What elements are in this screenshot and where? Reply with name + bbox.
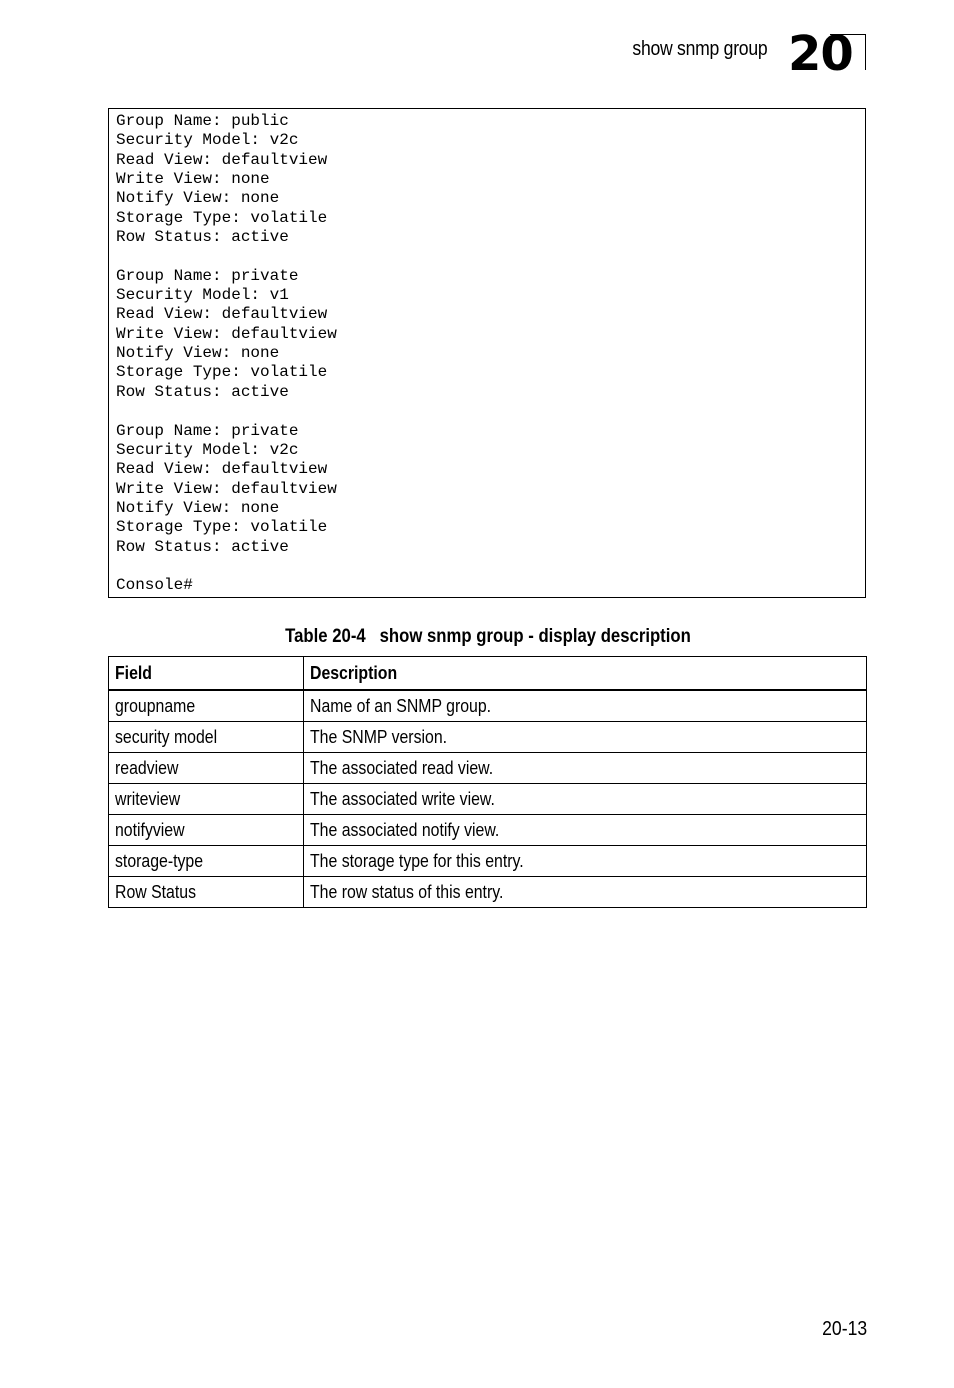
console-line: Notify View: none xyxy=(116,344,280,363)
console-line: Security Model: v1 xyxy=(116,286,289,305)
console-line: Read View: defaultview xyxy=(116,460,328,479)
field-cell: groupname xyxy=(109,690,304,722)
console-line: Row Status: active xyxy=(116,228,289,247)
field-cell: Row Status xyxy=(109,877,304,908)
column-header-description: Description xyxy=(304,657,867,691)
console-line: Group Name: private xyxy=(116,266,299,285)
console-blank-line xyxy=(116,247,337,266)
running-header-title: show snmp group xyxy=(632,38,767,60)
console-blank-line xyxy=(116,402,337,421)
description-cell: The SNMP version. xyxy=(304,722,867,753)
console-line: Read View: defaultview xyxy=(116,150,328,169)
console-line: Storage Type: volatile xyxy=(116,363,328,382)
field-cell: notifyview xyxy=(109,815,304,846)
console-line: Security Model: v2c xyxy=(116,440,299,459)
console-line: Group Name: public xyxy=(116,112,289,130)
display-description-table xyxy=(108,656,867,908)
console-line: Notify View: none xyxy=(116,189,280,208)
table-row xyxy=(109,815,867,846)
column-header-field: Field xyxy=(109,657,304,691)
console-line: Row Status: active xyxy=(116,382,289,401)
table-row xyxy=(109,877,867,908)
console-line: Group Name: private xyxy=(116,421,299,440)
console-blank-line xyxy=(116,557,337,576)
description-cell: The associated write view. xyxy=(304,784,867,815)
description-cell: The row status of this entry. xyxy=(304,877,867,908)
table-row xyxy=(109,690,867,722)
table-row xyxy=(109,846,867,877)
console-line: Security Model: v2c xyxy=(116,131,299,150)
table-caption: Table 20-4 show snmp group - display description xyxy=(285,626,691,647)
console-line: Write View: defaultview xyxy=(116,324,337,343)
table-row xyxy=(109,722,867,753)
field-cell: storage-type xyxy=(109,846,304,877)
console-line: Console# xyxy=(116,576,193,595)
console-line: Write View: defaultview xyxy=(116,479,337,498)
console-output-box xyxy=(108,108,866,598)
table-row xyxy=(109,753,867,784)
field-cell: readview xyxy=(109,753,304,784)
chapter-number: 20 xyxy=(788,26,853,82)
description-cell: The storage type for this entry. xyxy=(304,846,867,877)
description-cell: The associated notify view. xyxy=(304,815,867,846)
field-cell: security model xyxy=(109,722,304,753)
console-line: Storage Type: volatile xyxy=(116,208,328,227)
console-line: Row Status: active xyxy=(116,537,289,556)
console-line: Notify View: none xyxy=(116,498,280,517)
page-number: 20-13 xyxy=(821,1318,867,1340)
chapter-number-rule-side xyxy=(865,34,866,70)
table-body xyxy=(109,690,867,908)
console-line: Write View: none xyxy=(116,170,270,189)
console-line: Read View: defaultview xyxy=(116,305,328,324)
console-output-lines xyxy=(116,112,337,596)
table-header-row xyxy=(109,657,867,691)
description-cell: The associated read view. xyxy=(304,753,867,784)
console-line: Storage Type: volatile xyxy=(116,518,328,537)
table-row xyxy=(109,784,867,815)
field-cell: writeview xyxy=(109,784,304,815)
description-cell: Name of an SNMP group. xyxy=(304,690,867,722)
